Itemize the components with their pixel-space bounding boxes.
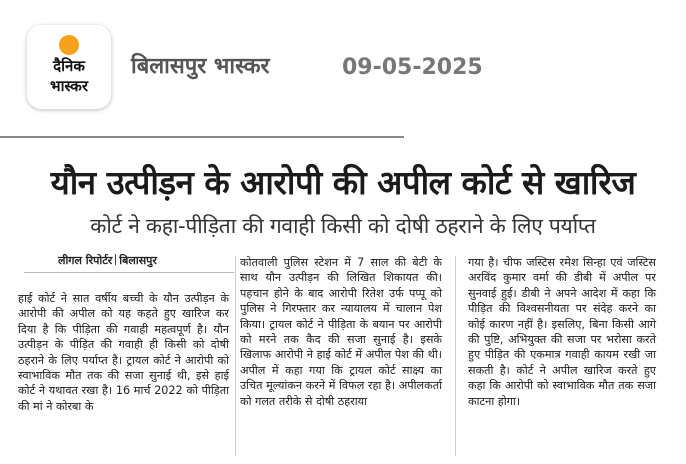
article-subheadline: कोर्ट ने कहा-पीड़िता की गवाही किसी को दोषी ठहराने के लिए पर्याप्त (90, 214, 596, 238)
sun-icon (59, 35, 79, 55)
column-1-text: हाई कोर्ट ने सात वर्षीय बच्ची के यौन उत्पीड़न के आरोपी की अपील को यह कहते हुए खारिज कर दिया है कि पीड़िता की गवाही महत्वपूर्ण है। यौन उत्पीड़न के पीड़ित की गवाही ही किसी को दोषी ठहराने के लिए पर्याप्त है। ट्रायल कोर्ट ने आरोपी को स्वाभाविक मौत तक की सजा सुनाई थी, इसे हाई कोर्ट ने यथावत रखा है। 16 मार्च 2022 को पीड़िता की मां ने कोरबा के (18, 292, 229, 413)
masthead-divider (0, 136, 404, 138)
article-column-3 (468, 255, 656, 409)
edition-date: 09-05-2025 (342, 55, 483, 80)
article-column-1 (18, 291, 229, 414)
column-divider-2 (455, 256, 456, 456)
byline-underline (24, 272, 234, 273)
column-2-text: कोतवाली पुलिस स्टेशन में 7 साल की बेटी के साथ यौन उत्पीड़न की लिखित शिकायत की। पहचान होने के बाद आरोपी रितेश उर्फ पप्पू को पुलिस ने गिरफ्तार कर न्यायालय में चालान पेश किया। ट्रायल कोर्ट ने पीड़िता के बयान पर आरोपी को मरने तक कैद की सजा सुनाई है। इसके खिलाफ आरोपी ने हाई कोर्ट में अपील पेश की थी। अपील में कहा गया कि ट्रायल कोर्ट साक्ष्य का उचित मूल्यांकन करने में विफल रहा है। अपीलकर्ता को गलत तरीके से दोषी ठहराया (240, 256, 442, 408)
column-3-text: गया है। चीफ जस्टिस रमेश सिन्हा एवं जस्टिस अरविंद कुमार वर्मा की डीबी में अपील पर सुनवाई हुई। डीबी ने अपने आदेश में कहा कि पीड़ित की विश्वसनीयता पर संदेह करने का कोई कारण नहीं है। इसलिए, बिना किसी आगे की पुष्टि, अभियुक्त की सजा पर भरोसा करते हुए पीड़ित की एकमात्र गवाही कायम रखी जा सकती है। कोर्ट ने अपील खारिज करते हुए कहा कि आरोपी को स्वाभाविक मौत तक सजा काटना होगा। (468, 256, 656, 408)
column-divider-1 (235, 256, 236, 456)
masthead (0, 0, 686, 112)
dainik-bhaskar-logo (27, 25, 111, 109)
byline (58, 254, 157, 268)
logo-text-line1: दैनिक (53, 57, 85, 75)
article-headline: यौन उत्पीड़न के आरोपी की अपील कोर्ट से खारिज (50, 163, 636, 202)
logo-text-line2: भास्कर (50, 77, 88, 95)
byline-separator (115, 254, 116, 265)
byline-city: बिलासपुर (119, 254, 157, 267)
byline-reporter: लीगल रिपोर्टर (58, 254, 113, 267)
edition-name: बिलासपुर भास्कर (131, 54, 270, 79)
article-column-2 (240, 255, 442, 409)
